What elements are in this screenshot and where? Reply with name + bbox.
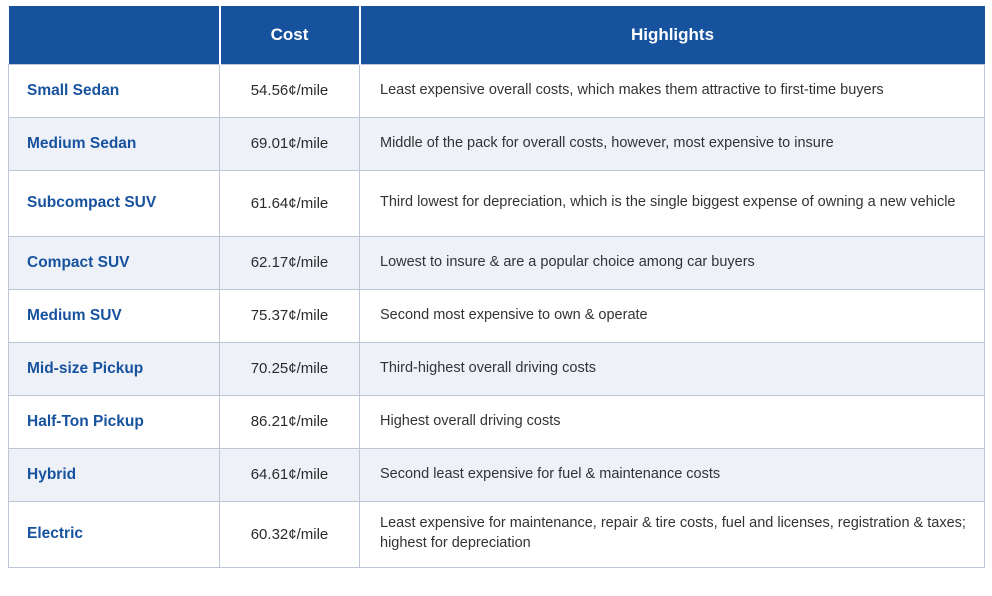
row-category: Hybrid [9,448,220,501]
row-cost: 62.17¢/mile [220,236,360,289]
table-header [9,6,985,64]
row-category: Compact SUV [9,236,220,289]
table-row [9,117,985,170]
table-row [9,170,985,236]
table-header-row [9,6,985,64]
table-row [9,289,985,342]
table-row [9,448,985,501]
row-category: Mid-size Pickup [9,342,220,395]
table-row [9,395,985,448]
column-header-cost: Cost [220,6,360,64]
row-cost: 61.64¢/mile [220,170,360,236]
row-category: Half-Ton Pickup [9,395,220,448]
row-highlight: Middle of the pack for overall costs, however, most expensive to insure [360,117,985,170]
row-cost: 69.01¢/mile [220,117,360,170]
column-header-category [9,6,220,64]
row-cost: 70.25¢/mile [220,342,360,395]
row-highlight: Second most expensive to own & operate [360,289,985,342]
row-highlight: Lowest to insure & are a popular choice among car buyers [360,236,985,289]
row-category: Small Sedan [9,64,220,117]
row-cost: 60.32¢/mile [220,501,360,567]
row-highlight: Third-highest overall driving costs [360,342,985,395]
column-header-highlights: Highlights [360,6,985,64]
table-row [9,64,985,117]
row-category: Subcompact SUV [9,170,220,236]
table-body [9,64,985,567]
row-highlight: Least expensive overall costs, which makes them attractive to first-time buyers [360,64,985,117]
row-highlight: Least expensive for maintenance, repair & tire costs, fuel and licenses, registration & taxes; highest for depreciation [360,501,985,567]
row-cost: 64.61¢/mile [220,448,360,501]
vehicle-cost-table [8,6,985,568]
row-highlight: Highest overall driving costs [360,395,985,448]
row-cost: 54.56¢/mile [220,64,360,117]
row-cost: 86.21¢/mile [220,395,360,448]
row-highlight: Third lowest for depreciation, which is the single biggest expense of owning a new vehicle [360,170,985,236]
row-category: Medium Sedan [9,117,220,170]
row-category: Medium SUV [9,289,220,342]
table-row [9,501,985,567]
table-row [9,236,985,289]
row-category: Electric [9,501,220,567]
row-cost: 75.37¢/mile [220,289,360,342]
table-row [9,342,985,395]
row-highlight: Second least expensive for fuel & maintenance costs [360,448,985,501]
